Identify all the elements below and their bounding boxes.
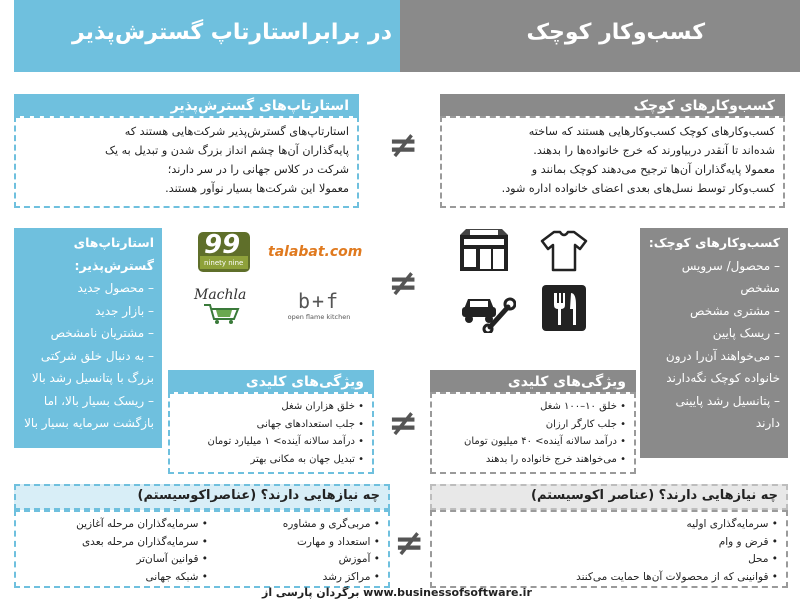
machla-logo-text: Machla [194,287,247,303]
ninety-nine-logo-text: 99 [204,230,241,260]
small-business-features-title: ویژگی‌های کلیدی [430,370,636,394]
startup-needs-col-left [26,512,216,590]
feature-item: • درآمد سالانه آینده> ۱ میلیارد تومان [178,433,364,451]
trait-item: – بازار جدید [95,303,154,318]
startup-definition-title: استارتاپ‌های گسترش‌پذیر [14,94,359,118]
startup-traits-panel [14,228,162,448]
ninety-nine-logo [196,230,252,274]
small-business-needs-box [430,510,788,588]
small-business-features-box [430,392,636,474]
car-repair-icon [460,285,516,337]
trait-item: مشخص [740,281,780,295]
small-business-definition-box [440,116,785,208]
need-item: • آموزش [226,551,380,569]
store-icon [458,229,510,277]
startup-definition-box [14,116,359,208]
definition-line: معمولا این شرکت‌ها بسیار نوآور هستند. [165,182,349,195]
definition-line: پایه‌گذاران آن‌ها چشم انداز بزرگ شدن و تبدیل به یک [104,144,349,157]
trait-item: – مشتری مشخص [690,303,780,318]
small-business-traits-title: کسب‌وکارهای کوچک: [648,235,780,250]
ninety-nine-logo-subtext: ninety nine [204,259,244,267]
need-item: • مراکز رشد [226,569,380,587]
trait-item: – مشتریان نامشخص [50,326,154,340]
trait-item: – می‌خواهند آن‌را درون [665,348,780,363]
startup-needs-title: چه نیازهایی دارند؟ (عناصراکوسیستم) [14,484,390,510]
trait-item: – ریسک بسیار بالا، اما [43,393,154,408]
header-startup-panel [14,0,400,72]
small-business-definition-title: کسب‌وکارهای کوچک [440,94,785,118]
machla-logo [194,287,256,331]
trait-item: – ریسک پایین [712,326,780,340]
need-item: • سرمایه‌گذاری اولیه [440,516,778,534]
header-versus: در برابر [308,20,392,45]
startup-features-box [168,392,374,474]
footer-source-credit: برگردان پارسی از www.businessofsoftware.ir [262,586,532,599]
need-item: • قوانین آسان‌تر [34,551,208,569]
small-business-traits-panel [640,228,788,458]
feature-item: • درآمد سالانه آینده> ۴۰ میلیون تومان [440,433,626,451]
not-equal-sign-2: ≠ [388,263,419,304]
feature-item: • جلب استعدادهای جهانی [178,416,364,434]
trait-item: بازگشت سرمایه بسیار بالا [24,416,154,430]
need-item: • استعداد و مهارت [226,534,380,552]
need-item: • قوانینی که از محصولات آن‌ها حمایت می‌کنند [440,569,778,587]
bf-logo [284,289,354,321]
bf-logo-subtext: open flame kitchen [287,313,351,321]
need-item: • شبکه جهانی [34,569,208,587]
bf-logo-text: b+f [297,289,341,313]
feature-item: • خلق ۱۰–۱۰۰ شغل [440,398,626,416]
talabat-logo: talabat.com [268,244,363,260]
need-item: • سرمایه‌گذاران مرحله آغازین [34,516,208,534]
feature-item: • جلب کارگر ارزان [440,416,626,434]
trait-item: – پتانسیل رشد پایینی [675,393,780,408]
startup-traits-title: استارتاپ‌های گسترش‌پذیر: [73,235,154,273]
definition-line: استارتاپ‌های گسترش‌پذیر شرکت‌هایی هستند که [124,125,349,138]
startup-needs-box [14,510,390,588]
definition-line: شرکت در کلاس جهانی را در سر دارند؛ [167,163,349,176]
not-equal-sign-1: ≠ [388,125,419,166]
header-startup-title: استارتاپ گسترش‌پذیر [72,20,309,45]
definition-line: معمولا پایه‌گذاران آن‌ها ترجیح می‌دهند کوچک بمانند و [531,163,775,176]
feature-item: • می‌خواهند خرج خانواده را بدهند [440,451,626,469]
need-item: • سرمایه‌گذاران مرحله بعدی [34,534,208,552]
not-equal-sign-4: ≠ [394,523,425,564]
need-item: • قرض و وام [440,534,778,552]
trait-item: – محصول جدید [77,281,154,295]
definition-line: شده‌اند تا آنقدر دربیاورند که خرج خانواده‌ها را بدهند. [533,144,775,157]
trait-item: بزرگ با پتانسیل رشد بالا [31,371,154,385]
startup-needs-col-right [218,512,388,590]
small-business-needs-title: چه نیازهایی دارند؟ (عناصر اکوسیستم) [430,484,788,510]
definition-line: کسب‌وکارهای کوچک کسب‌وکارهایی هستند که ساخته [528,125,775,138]
trait-item: خانواده کوچک نگه‌دارند [666,371,780,385]
not-equal-sign-3: ≠ [388,403,419,444]
definition-line: کسب‌وکار توسط نسل‌های بعدی اعضای خانواده اداره شود. [501,182,775,195]
feature-item: • خلق هزاران شغل [178,398,364,416]
restaurant-icon [542,285,586,335]
trait-item: – به دنبال خلق شرکتی [40,348,154,363]
header-small-business-title: کسب‌وکار کوچک [526,20,705,45]
need-item: • محل [440,551,778,569]
feature-item: • تبدیل جهان به مکانی بهتر [178,451,364,469]
need-item: • مربی‌گری و مشاوره [226,516,380,534]
header-small-business-panel [400,0,800,72]
trait-item: – محصول/ سرویس [681,258,780,273]
startup-features-title: ویژگی‌های کلیدی [168,370,374,394]
tshirt-icon [540,229,588,277]
trait-item: دارند [755,416,780,430]
